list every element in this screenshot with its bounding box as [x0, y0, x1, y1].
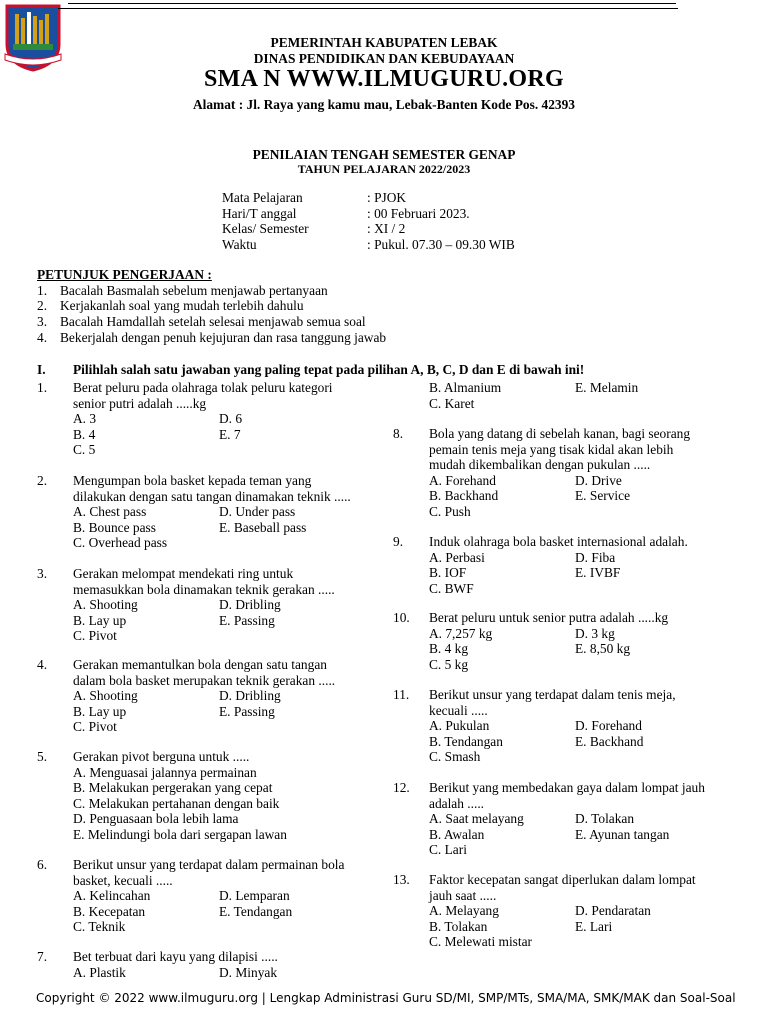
answer-option: A. 7,257 kg [429, 625, 493, 641]
answer-option: B. Tolakan [429, 918, 488, 934]
answer-options [429, 903, 735, 950]
answer-option: D. Fiba [575, 549, 616, 565]
instruction-number: 1. [37, 283, 48, 298]
question-text: kecuali ..... [429, 702, 488, 718]
question-text: dilakukan dengan satu tangan dinamakan teknik ..... [73, 488, 351, 504]
question-text: jauh saat ..... [429, 887, 497, 903]
question-text: Berikut unsur yang terdapat dalam permainan bola [73, 857, 345, 872]
answer-option: C. Teknik [73, 919, 126, 934]
answer-option: E. IVBF [575, 565, 621, 580]
question-body [429, 380, 735, 411]
info-value: : XI / 2 [367, 221, 406, 236]
question-number: 11. [393, 687, 410, 702]
answer-option: D. 3 kg [575, 625, 615, 641]
question-text: Bola yang datang di sebelah kanan, bagi seorang [429, 426, 691, 441]
answer-option: A. Shooting [73, 688, 138, 703]
question-body [73, 566, 379, 644]
answer-options [429, 626, 735, 673]
answer-option: B. 4 [73, 426, 96, 442]
section-number: I. [37, 362, 46, 377]
question-number: 2. [37, 473, 48, 488]
info-label: Mata Pelajaran [222, 190, 303, 205]
answer-option: B. Almanium [429, 380, 502, 395]
top-rule [68, 3, 676, 4]
answer-option: D. Tolakan [575, 811, 635, 826]
question-text: mudah dikembalikan dengan pukulan ..... [429, 457, 651, 472]
answer-option: B. Melakukan pergerakan yang cepat [73, 780, 273, 795]
question-text: Gerakan melompat mendekati ring untuk [73, 566, 294, 581]
school-address: Alamat : Jl. Raya yang kamu mau, Lebak-Banten Kode Pos. 42393 [192, 97, 576, 112]
answer-option: D. Under pass [219, 504, 296, 519]
answer-option: B. IOF [429, 565, 467, 580]
answer-option: C. Melewati mistar [429, 934, 533, 949]
answer-option: A. Forehand [429, 472, 496, 488]
info-label: Waktu [222, 237, 257, 252]
answer-option: B. Lay up [73, 703, 127, 719]
answer-options [429, 550, 735, 597]
question-number: 12. [393, 780, 410, 795]
department-name: DINAS PENDIDIKAN DAN KEBUDAYAAN [253, 51, 515, 66]
question-body [429, 780, 735, 858]
question-text: senior putri adalah .....kg [73, 395, 207, 411]
question-number: 1. [37, 380, 48, 395]
answer-option: C. BWF [429, 580, 474, 596]
question-text: Bet terbuat dari kayu yang dilapisi ..... [73, 949, 278, 964]
question-text: basket, kecuali ..... [73, 872, 173, 888]
question-text: Berikut unsur yang terdapat dalam tenis meja, [429, 687, 676, 702]
school-name: SMA N WWW.ILMUGURU.ORG [204, 66, 564, 92]
answer-option: D. Forehand [575, 718, 642, 733]
answer-option: D. 6 [219, 411, 243, 426]
answer-options [73, 504, 379, 551]
question-body [73, 473, 379, 551]
exam-year: TAHUN PELAJARAN 2022/2023 [297, 162, 471, 176]
question-number: 3. [37, 566, 48, 581]
answer-option: D. Dribling [219, 597, 281, 612]
exam-title: PENILAIAN TENGAH SEMESTER GENAP [252, 147, 516, 162]
question-number: 10. [393, 610, 410, 625]
question-body [429, 687, 735, 765]
question-body [429, 610, 735, 672]
info-label: Kelas/ Semester [222, 221, 309, 236]
question-text: Induk olahraga bola basket internasional adalah. [429, 534, 688, 549]
instructions-heading: PETUNJUK PENGERJAAN : [37, 267, 212, 282]
answer-options [429, 718, 735, 765]
question-text: Gerakan memantulkan bola dengan satu tangan [73, 657, 327, 672]
question-text: Berat peluru pada olahraga tolak peluru kategori [73, 380, 333, 395]
info-row-date [222, 206, 582, 222]
answer-option: A. Menguasai jalannya permainan [73, 764, 257, 780]
answer-option: E. Passing [219, 703, 275, 719]
question-body [73, 657, 379, 735]
answer-option: A. 3 [73, 411, 97, 426]
top-rule-2 [58, 8, 678, 9]
answer-option: B. 4 kg [429, 641, 469, 656]
section-instruction: Pilihlah salah satu jawaban yang paling tepat pada pilihan A, B, C, D dan E di bawah ini! [73, 362, 585, 377]
answer-option: E. Melamin [575, 380, 639, 395]
answer-option: C. Pivot [73, 719, 117, 734]
answer-option: E. Ayunan tangan [575, 826, 670, 842]
question-text: Berat peluru untuk senior putra adalah .....kg [429, 610, 669, 625]
question-number: 6. [37, 857, 48, 872]
answer-option: C. Push [429, 503, 471, 519]
instruction-number: 2. [37, 298, 48, 313]
answer-option: C. Melakukan pertahanan dengan baik [73, 795, 280, 811]
instruction-text: Bacalah Hamdallah setelah selesai menjawab semua soal [60, 314, 366, 329]
answer-option: C. Pivot [73, 628, 117, 643]
answer-option: E. Backhand [575, 733, 644, 749]
question-body [73, 857, 379, 935]
question-text: pemain tenis meja yang tisak kidal akan lebih [429, 441, 674, 457]
answer-option: C. Smash [429, 749, 481, 764]
answer-option: E. Baseball pass [219, 519, 307, 535]
answer-options [73, 597, 379, 644]
question-number: 8. [393, 426, 404, 441]
answer-option: B. Kecepatan [73, 903, 146, 919]
question-body [73, 380, 379, 458]
question-body [429, 534, 735, 596]
answer-option: D. Drive [575, 472, 622, 488]
answer-option: E. 7 [219, 426, 241, 442]
answer-option: C. Overhead pass [73, 535, 168, 550]
answer-option: E. Passing [219, 612, 275, 628]
answer-option: B. Awalan [429, 826, 485, 842]
government-name: PEMERINTAH KABUPATEN LEBAK [270, 35, 498, 50]
question-text: Gerakan pivot berguna untuk ..... [73, 749, 250, 764]
question-number: 4. [37, 657, 48, 672]
question-body [73, 949, 379, 980]
info-value: : Pukul. 07.30 – 09.30 WIB [367, 237, 515, 252]
answer-option: E. Service [575, 488, 631, 503]
info-value: : PJOK [367, 190, 407, 205]
instruction-number: 3. [37, 314, 48, 329]
answer-options [73, 765, 373, 843]
instruction-number: 4. [37, 330, 48, 345]
answer-option: B. Lay up [73, 612, 127, 628]
instruction-text: Kerjakanlah soal yang mudah terlebih dahulu [60, 298, 304, 313]
question-body [429, 426, 735, 519]
answer-options [73, 688, 379, 735]
info-label: Hari/T anggal [222, 206, 297, 221]
question-text: dalam bola basket merupakan teknik gerakan ..... [73, 672, 336, 688]
answer-option: A. Pukulan [429, 718, 490, 733]
question-text: adalah ..... [429, 795, 485, 811]
answer-option: C. 5 [73, 442, 96, 457]
info-value: : 00 Februari 2023. [367, 206, 470, 221]
answer-option: D. Minyak [219, 964, 278, 980]
question-text: memasukkan bola dinamakan teknik gerakan ..... [73, 581, 335, 597]
answer-option: C. Lari [429, 842, 467, 857]
copyright-footer: Copyright © 2022 www.ilmuguru.org | Lengkap Administrasi Guru SD/MI, SMP/MTs, SMA/MA, SMK/MAK dan Soal-Soal [36, 991, 736, 1005]
answer-options [73, 965, 379, 981]
answer-option: A. Plastik [73, 964, 126, 980]
question-text: Faktor kecepatan sangat diperlukan dalam lompat [429, 872, 696, 887]
instruction-text: Bekerjalah dengan penuh kejujuran dan rasa tanggung jawab [60, 330, 387, 345]
instruction-text: Bacalah Basmalah sebelum menjawab pertanyaan [60, 283, 328, 298]
question-body [73, 749, 373, 842]
info-row-time [222, 237, 582, 253]
info-row-class [222, 221, 582, 237]
answer-option: D. Penguasaan bola lebih lama [73, 811, 239, 826]
answer-option: E. 8,50 kg [575, 641, 631, 656]
answer-option: C. 5 kg [429, 656, 469, 672]
answer-options [429, 473, 735, 520]
answer-option: E. Lari [575, 918, 613, 934]
answer-option: C. Karet [429, 395, 475, 411]
answer-option: A. Saat melayang [429, 811, 524, 826]
answer-option: D. Pendaratan [575, 903, 651, 918]
answer-option: D. Dribling [219, 688, 281, 703]
question-number: 9. [393, 534, 404, 549]
answer-option: B. Bounce pass [73, 519, 156, 535]
answer-option: A. Shooting [73, 597, 138, 612]
answer-options [73, 888, 379, 935]
answer-option: A. Kelincahan [73, 888, 151, 903]
answer-option: E. Melindungi bola dari sergapan lawan [73, 826, 287, 842]
question-text: Berikut yang membedakan gaya dalam lompat jauh [429, 780, 705, 795]
answer-option: A. Chest pass [73, 504, 147, 519]
info-row-subject [222, 190, 582, 206]
answer-option: B. Tendangan [429, 733, 503, 749]
answer-option: B. Backhand [429, 488, 499, 503]
answer-options [429, 380, 735, 411]
question-number: 5. [37, 749, 48, 764]
answer-options [73, 411, 379, 458]
answer-option: A. Perbasi [429, 549, 485, 565]
answer-option: A. Melayang [429, 903, 499, 918]
question-number: 13. [393, 872, 410, 887]
answer-option: E. Tendangan [219, 903, 293, 919]
answer-option: D. Lemparan [219, 888, 290, 903]
answer-options [429, 811, 735, 858]
question-number: 7. [37, 949, 48, 964]
question-body [429, 872, 735, 950]
question-text: Mengumpan bola basket kepada teman yang [73, 473, 312, 488]
